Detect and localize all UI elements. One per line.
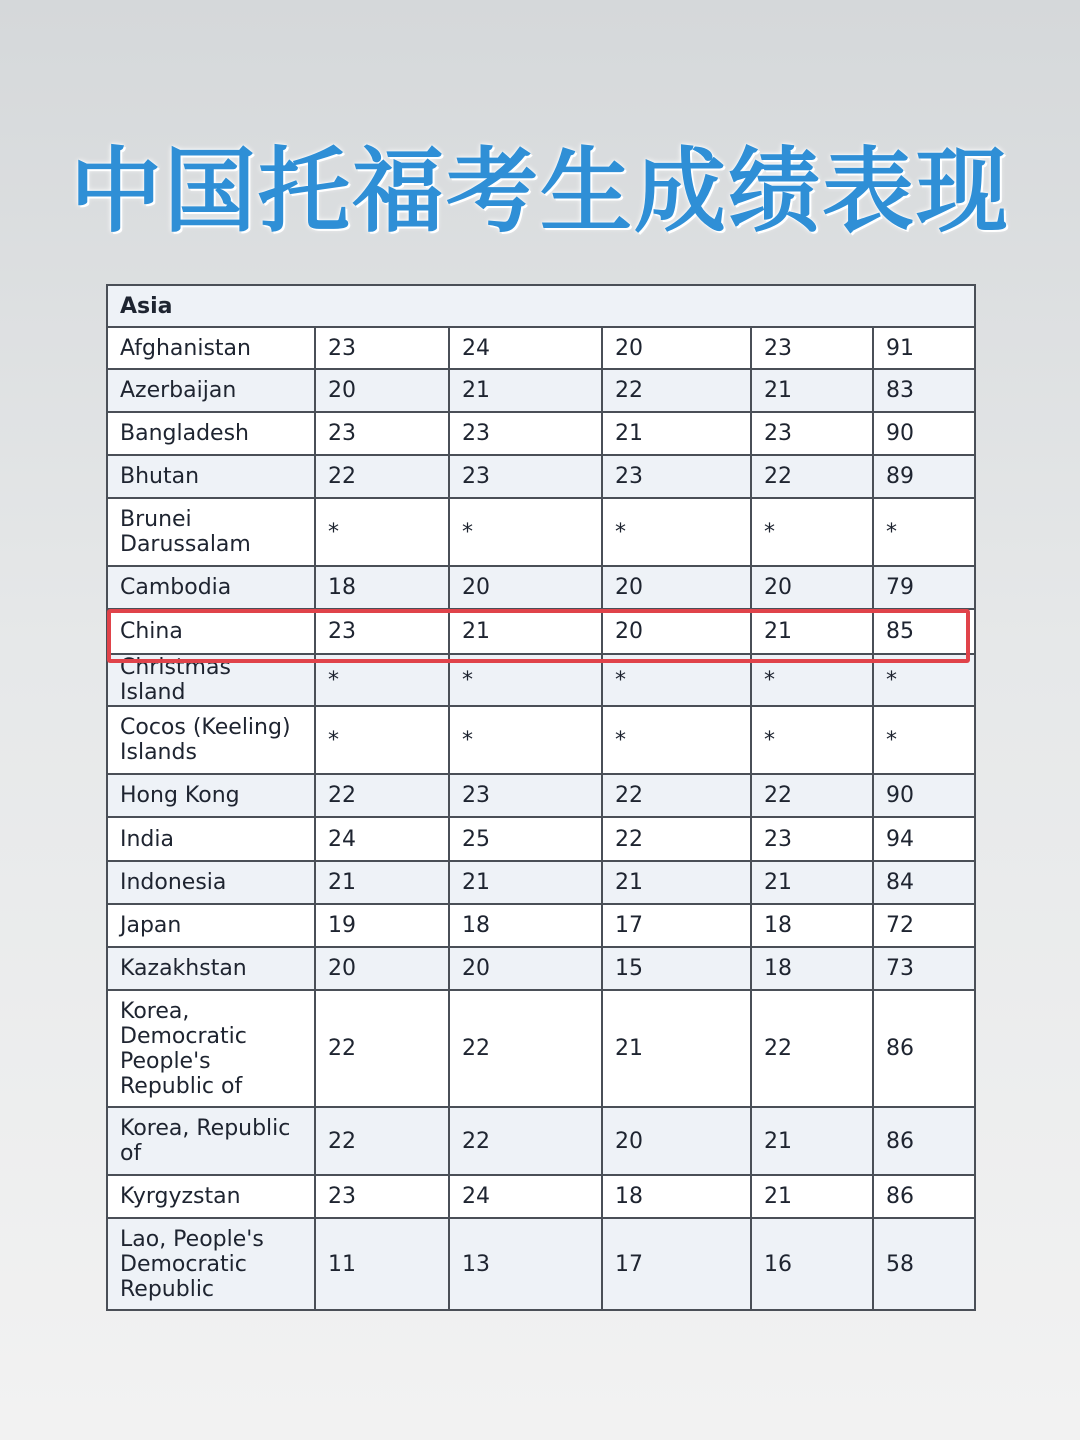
score-cell: 86	[873, 1107, 975, 1175]
score-cell: 21	[751, 1107, 873, 1175]
score-cell: 22	[751, 774, 873, 817]
score-cell: 85	[873, 609, 975, 654]
score-cell: 22	[751, 455, 873, 498]
page-title: 中国托福考生成绩表现	[69, 138, 1010, 245]
table-row	[107, 1107, 975, 1175]
country-cell: Korea, Republic of	[107, 1107, 315, 1175]
score-cell: *	[449, 706, 602, 774]
score-cell: 17	[602, 904, 751, 947]
score-cell: 91	[873, 327, 975, 369]
score-cell: 18	[315, 566, 449, 609]
score-cell: *	[751, 654, 873, 706]
score-cell: 23	[315, 327, 449, 369]
score-cell: *	[315, 498, 449, 566]
table-row	[107, 1175, 975, 1218]
score-cell: 22	[315, 455, 449, 498]
score-cell: 23	[315, 1175, 449, 1218]
score-cell: 22	[602, 817, 751, 861]
table-row	[107, 498, 975, 566]
table-row	[107, 609, 975, 654]
score-cell: 23	[751, 412, 873, 455]
country-cell: Japan	[107, 904, 315, 947]
score-cell: *	[602, 654, 751, 706]
score-cell: 23	[449, 455, 602, 498]
score-cell: 21	[751, 1175, 873, 1218]
table-row	[107, 455, 975, 498]
score-cell: 20	[602, 566, 751, 609]
score-cell: 90	[873, 774, 975, 817]
score-cell: 21	[751, 861, 873, 904]
country-cell: Kazakhstan	[107, 947, 315, 990]
score-cell: 22	[602, 774, 751, 817]
score-cell: 21	[449, 369, 602, 412]
country-cell: Brunei Darussalam	[107, 498, 315, 566]
table-row	[107, 947, 975, 990]
score-cell: 94	[873, 817, 975, 861]
score-cell: 22	[315, 990, 449, 1107]
score-cell: 21	[449, 861, 602, 904]
score-cell: *	[315, 654, 449, 706]
table-row	[107, 1218, 975, 1310]
score-cell: 23	[602, 455, 751, 498]
score-cell: 89	[873, 455, 975, 498]
scores-table-container	[106, 284, 974, 1311]
score-cell: 21	[602, 412, 751, 455]
score-cell: 17	[602, 1218, 751, 1310]
score-cell: *	[873, 498, 975, 566]
table-row	[107, 706, 975, 774]
score-cell: 23	[449, 774, 602, 817]
score-cell: 83	[873, 369, 975, 412]
score-cell: 16	[751, 1218, 873, 1310]
score-cell: 20	[751, 566, 873, 609]
country-cell: Cambodia	[107, 566, 315, 609]
score-cell: 22	[315, 774, 449, 817]
country-cell: Indonesia	[107, 861, 315, 904]
score-cell: *	[449, 654, 602, 706]
score-cell: 86	[873, 990, 975, 1107]
score-cell: 23	[751, 327, 873, 369]
score-cell: 18	[751, 947, 873, 990]
score-cell: *	[602, 498, 751, 566]
score-cell: 22	[449, 1107, 602, 1175]
score-cell: 18	[449, 904, 602, 947]
score-cell: 20	[315, 369, 449, 412]
score-cell: 21	[602, 861, 751, 904]
score-cell: *	[873, 706, 975, 774]
score-cell: 84	[873, 861, 975, 904]
country-cell: Bangladesh	[107, 412, 315, 455]
table-row	[107, 774, 975, 817]
score-cell: 20	[602, 1107, 751, 1175]
score-cell: 21	[751, 369, 873, 412]
table-row	[107, 369, 975, 412]
score-cell: 24	[449, 1175, 602, 1218]
score-cell: 15	[602, 947, 751, 990]
score-cell: *	[751, 706, 873, 774]
score-cell: 13	[449, 1218, 602, 1310]
score-cell: 73	[873, 947, 975, 990]
score-cell: 90	[873, 412, 975, 455]
score-cell: 20	[602, 327, 751, 369]
country-cell: China	[107, 609, 315, 654]
score-cell: 20	[315, 947, 449, 990]
country-cell: India	[107, 817, 315, 861]
country-cell: Lao, People's Democratic Republic	[107, 1218, 315, 1310]
score-cell: 23	[449, 412, 602, 455]
table-row	[107, 654, 975, 706]
table-row	[107, 412, 975, 455]
score-cell: 18	[751, 904, 873, 947]
score-cell: 23	[751, 817, 873, 861]
score-cell: 58	[873, 1218, 975, 1310]
table-row	[107, 861, 975, 904]
score-cell: 20	[449, 947, 602, 990]
score-cell: 20	[602, 609, 751, 654]
country-cell: Afghanistan	[107, 327, 315, 369]
table-row	[107, 990, 975, 1107]
score-cell: *	[602, 706, 751, 774]
table-row	[107, 327, 975, 369]
score-cell: *	[315, 706, 449, 774]
score-cell: 21	[449, 609, 602, 654]
score-cell: 23	[315, 412, 449, 455]
region-header-row	[107, 285, 975, 327]
score-cell: *	[449, 498, 602, 566]
table-row	[107, 817, 975, 861]
score-cell: 23	[315, 609, 449, 654]
scores-table-body	[107, 285, 975, 1310]
score-cell: 21	[602, 990, 751, 1107]
score-cell: 18	[602, 1175, 751, 1218]
table-row	[107, 904, 975, 947]
country-cell: Azerbaijan	[107, 369, 315, 412]
score-cell: 21	[751, 609, 873, 654]
region-label: Asia	[107, 285, 975, 327]
score-cell: 22	[449, 990, 602, 1107]
scores-table	[106, 284, 976, 1311]
score-cell: 22	[602, 369, 751, 412]
score-cell: 25	[449, 817, 602, 861]
score-cell: 20	[449, 566, 602, 609]
score-cell: 24	[315, 817, 449, 861]
score-cell: 79	[873, 566, 975, 609]
country-cell: Korea, Democratic People's Republic of	[107, 990, 315, 1107]
score-cell: 22	[315, 1107, 449, 1175]
score-cell: 86	[873, 1175, 975, 1218]
score-cell: 24	[449, 327, 602, 369]
score-cell: 11	[315, 1218, 449, 1310]
score-cell: 22	[751, 990, 873, 1107]
score-cell: *	[873, 654, 975, 706]
score-cell: 19	[315, 904, 449, 947]
score-cell: 72	[873, 904, 975, 947]
country-cell: Cocos (Keeling) Islands	[107, 706, 315, 774]
score-cell: *	[751, 498, 873, 566]
country-cell: Bhutan	[107, 455, 315, 498]
country-cell: Kyrgyzstan	[107, 1175, 315, 1218]
country-cell: Christmas Island	[107, 654, 315, 706]
table-row	[107, 566, 975, 609]
score-cell: 21	[315, 861, 449, 904]
country-cell: Hong Kong	[107, 774, 315, 817]
